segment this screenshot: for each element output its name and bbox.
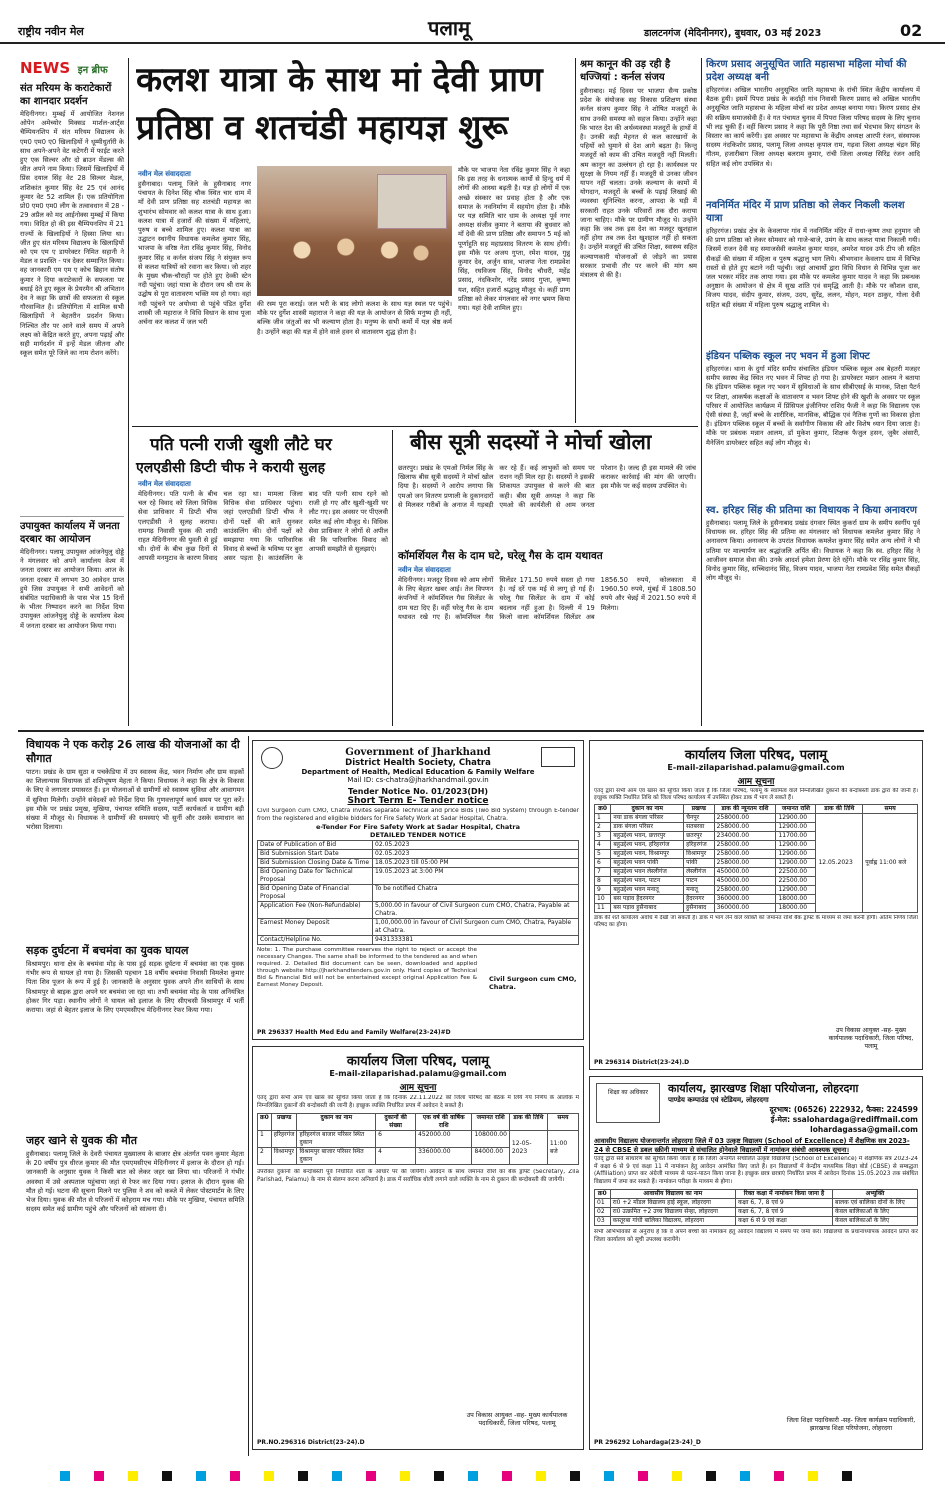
table-cell: कस्तूरबा गांधी बालिका विद्यालय, लोहरदगा bbox=[610, 1217, 735, 1226]
couple-text: मेदिनीनगर। पति पत्नी के बीच चल रहे विवाद को जिला विधिक सेवा प्राधिकार में डिप्टी चीफ एलएडीसी ने सुलह कराया। रामगढ़ निवासी युवक की शादी राहत मेदिनीनगर की युवती से हुई थी। दोनों के बीच कुछ दिनों से आपसी मनमुटाव के कारण विवाद चल रहा था। मामला जिला विधिक सेवा प्राधिकार पहुंचा। जहां एलएडीसी डिप्टी चीफ ने दोनों पक्षों की बातें सुनकर काउंसलिंग की। दोनों पक्षों को समझाया गया कि पारिवारिक विवाद से बच्चों के भविष्य पर बुरा असर पड़ता है। काउंसलिंग के बाद पति पत्नी साथ रहने को राजी हो गए और खुशी-खुशी घर लौट गए। इस अवसर पर पीएलवी समेत कई लोग मौजूद थे। विधिक सेवा प्राधिकार ने लोगों से अपील की कि पारिवारिक विवाद को आपसी समझौते से सुलझाएं। bbox=[138, 490, 388, 563]
table-cell: हरिहरगंज bbox=[271, 1131, 297, 1148]
tender-table bbox=[257, 840, 579, 945]
table-cell: हैदरनगर bbox=[684, 895, 715, 904]
gas-headline: कॉमर्शियल गैस के दाम घटे, घरेलू गैस के दाम यथावत bbox=[398, 550, 603, 562]
jsp-lohardaga-notice bbox=[589, 1076, 923, 1450]
table-cell: कक्षा 6, 7, 8 एवं 9 bbox=[735, 1199, 832, 1208]
cmyk-swatch bbox=[400, 1471, 410, 1481]
table-cell: Bid Submission Closing Date & Time bbox=[258, 859, 373, 868]
cmyk-swatch bbox=[434, 1471, 444, 1481]
table-row bbox=[258, 919, 579, 936]
mla-headline: विधायक ने एक करोड़ 26 लाख की योजनाओं का दी सौगात bbox=[26, 738, 240, 765]
table-cell: 6 bbox=[376, 1131, 416, 1148]
cmyk-swatch bbox=[332, 1471, 342, 1481]
table-header-cell: जमानत राशि bbox=[472, 1114, 509, 1131]
brief-1-title: संत मरियम के कराटेकारों का शानदार प्रदर्शन bbox=[20, 83, 112, 107]
cmyk-swatch bbox=[366, 1471, 376, 1481]
table-cell: 9431333381 bbox=[373, 936, 579, 945]
table-header-cell: आवासीय विद्यालय का नाम bbox=[610, 1190, 735, 1199]
paper-name: राष्ट्रीय नवीन मेल bbox=[18, 25, 84, 38]
table-cell: चैनपुर bbox=[684, 814, 715, 823]
lead-headline: कलश यात्रा के साथ मां देवी प्राण प्रतिष्ठा व शतचंडी महायज्ञ शुरू bbox=[136, 60, 543, 148]
table-cell: 19.05.2023 at 3:00 PM bbox=[373, 868, 579, 885]
tender-detailed: DETAILED TENDER NOTICE bbox=[370, 831, 466, 839]
tender-short: Short Term E- Tender notice bbox=[347, 796, 489, 806]
accident-headline: सड़क दुर्घटना में बचमंवा का युवक घायल bbox=[26, 944, 189, 957]
auction-time: 11:00 बजे bbox=[547, 1131, 578, 1165]
photo-building-shape bbox=[377, 174, 447, 229]
auction-date: 12.05.2023 bbox=[816, 814, 863, 913]
table-cell: 2 bbox=[595, 823, 611, 832]
table-cell: 4 bbox=[595, 841, 611, 850]
table-cell: 5,000.00 in favour of Civil Surgeon cum CMO, Chatra, Payable at Chatra. bbox=[373, 902, 579, 919]
cmyk-swatch bbox=[706, 1471, 716, 1481]
bees-sutri-text: छतरपुर। प्रखंड के एमओ निर्मल सिंह के खिलाफ बीस सूत्री सदस्यों ने मोर्चा खोल दिया है। सदस्यों ने आरोप लगाया कि एमओ जन वितरण प्रणाली के दुकानदारों से मिलकर गरीबों के अनाज में गड़बड़ी कर रहे हैं। कई लाभुकों को समय पर राशन नहीं मिल रहा है। सदस्यों ने इसकी शिकायत उपायुक्त से करने की बात कही। बीस सूत्री अध्यक्ष ने कहा कि एमओ की कार्यशैली से आम जनता परेशान है। जल्द ही इस मामले की जांच कराकर कार्रवाई की मांग की जाएगी। इस मौके पर कई सदस्य उपस्थित थे। bbox=[398, 464, 696, 509]
right-col-1 bbox=[580, 58, 697, 423]
table-row bbox=[595, 1217, 918, 1226]
cmyk-swatch bbox=[808, 1471, 818, 1481]
zp1-intro: एतद् द्वारा सभी आम एवं खास को सूचित किया जाता है कि जिला परिषद, पलामू के स्वामित्व वाले निम्नलिखित दुकानों की बन्दोबस्ती डाक द्वारा की जानी है। इच्छुक व्यक्ति निर्धारित तिथि को जिला परिषद कार्यालय में उपस्थित होकर डाक में भाग ले सकते हैं। bbox=[594, 788, 918, 801]
tender-pr: PR 296337 Health Med Edu and Family Welfare(23-24)#D bbox=[257, 1029, 451, 1036]
tender-sign: Civil Surgeon cum CMO, Chatra. bbox=[489, 975, 577, 991]
photo-crowd-shape bbox=[267, 226, 442, 286]
table-cell: 258000.00 bbox=[714, 886, 776, 895]
table-cell: Earnest Money Deposit bbox=[258, 919, 373, 936]
table-cell: 258000.00 bbox=[714, 814, 776, 823]
column-rule bbox=[248, 736, 249, 1456]
table-row bbox=[258, 859, 579, 868]
table-row bbox=[595, 814, 918, 823]
right-col-2 bbox=[706, 58, 920, 726]
cmyk-swatch bbox=[162, 1471, 172, 1481]
table-cell: 12900.00 bbox=[776, 823, 816, 832]
kiran-text: हरिहरगंज। अखिल भारतीय अनुसूचित जाति महासभा के रांची स्थित केंद्रीय कार्यालय में बैठक हुयी। इसमें पिपरा प्रखंड के कर्दाही गांव निवासी किरण प्रसाद को अखिल भारतीय अनुसूचित जाति महासभा के महिला मोर्चा का प्रदेश अध्यक्ष बनाया गया। किरण प्रसाद क्षेत्र की सक्रिय समाजसेवी हैं। वे गत पंचायत चुनाव में पिपरा जिला परिषद सदस्य के लिए चुनाव भी लड़ चुकी हैं। वहीं किरण प्रसाद ने कहा कि पूरी निष्ठा तथा सर्व भेदभाव किए संगठन के विस्तार का कार्य करेंगी। इस अवसर पर महासभा के केंद्रीय अध्यक्ष आरपी रंजन, संस्थापक सदस्य नंदकिशोर प्रसाद, पलामू जिला अध्यक्ष कृपाल राम, गढ़वा जिला अध्यक्ष चंद्रन सिंह गौतम, हजारीबाग जिला अध्यक्ष बलराम कुमार, रांची जिला अध्यक्ष सिरिंद्र रंजन आदि सहित कई लोग उपस्थित थे। bbox=[706, 86, 920, 168]
table-cell: रा0 +2 मॉडल विद्यालय हाई स्कूल, लोहरदगा bbox=[610, 1199, 735, 1208]
table-cell: बहुउद्देश्य भवन पांकी bbox=[611, 859, 684, 868]
tender-office: District Health Society, Chatra bbox=[345, 758, 491, 768]
cmyk-swatch bbox=[604, 1471, 614, 1481]
rte-logo-text: शिक्षा का अधिकार bbox=[608, 1089, 648, 1096]
table-header-cell: डाक की तिथि bbox=[509, 1114, 547, 1131]
cmyk-swatch bbox=[638, 1471, 648, 1481]
table-header-cell: अभ्युक्ति bbox=[833, 1190, 918, 1199]
cmyk-registration-bar bbox=[60, 1466, 880, 1478]
column-rule bbox=[392, 430, 393, 726]
couple-headline: पति पत्नी राजी खुशी लौटे घर bbox=[150, 435, 332, 455]
table-cell: हरिहरगंज बाजार परिसर स्थित दुकान bbox=[297, 1131, 376, 1148]
table-cell: 258000.00 bbox=[714, 850, 776, 859]
page-number: 02 bbox=[900, 21, 923, 40]
table-cell: 03 bbox=[595, 1217, 611, 1226]
table-cell: 452000.00 bbox=[416, 1131, 472, 1148]
tender-mail: Mail ID: cs-chatra@jharkhandmail.gov.in bbox=[347, 776, 489, 784]
gas-text: मेदिनीनगर। मजदूर दिवस को आम लोगों के लिए बेहतर खबर आई। तेल विपणन कंपनियों ने कॉमर्शियल गैस सिलेंडर के दाम घटा दिए हैं। वहीं घरेलू गैस के दाम यथावत रखे गए हैं। कॉमर्शियल गैस सिलेंडर 171.50 रुपये सस्ता हो गया है। नई दरें एक मई से लागू हो गई हैं। घरेलू गैस सिलेंडर के दाम में कोई बदलाव नहीं हुआ है। दिल्ली में 19 किलो वाला कॉमर्शियल सिलेंडर अब 1856.50 रुपये, कोलकाता में 1960.50 रुपये, मुंबई में 1808.50 रुपये और चेन्नई में 2021.50 रुपये में मिलेगा। bbox=[398, 576, 696, 621]
masthead bbox=[0, 0, 945, 44]
table-cell: 6 bbox=[595, 859, 611, 868]
jsp-footer: सभी अभिभावकों से अनुरोध है कि वे अपने बच्चों का नामांकन हेतु आवेदन विद्यालय में समय पर जमा करें। विद्यालयों के प्रधानाध्यापक आवेदन प्राप्त कर जिला कार्यालय को सूची उपलब्ध करायेंगे। bbox=[594, 1229, 918, 1243]
cmyk-swatch bbox=[230, 1471, 240, 1481]
cmyk-swatch bbox=[570, 1471, 580, 1481]
table-cell: 360000.00 bbox=[714, 895, 776, 904]
table-cell: 1 bbox=[258, 1131, 272, 1148]
tender-work: e-Tender For Fire Safety Work at Sadar Hospital, Chatra bbox=[316, 823, 520, 831]
brief-1-text: मेदिनीनगर। मुम्बई में आयोजित नेशनल ओपेन अमेच्योर मिक्सड मार्शल-आर्ट्स चैम्पियनशिप में संत मरियम विद्यालय के एम0 एम0 ए0 खिलाड़ियों ने धूम्मीधुर्तारी के साथ अपने-अपने वेट कटेगरी में फाईट करते हुए एक सिल्वर और दो ब्राउन मेंडल्स की जीत अपने नाम किया। जिसमें खिलाड़ियों में प्रिंस दयाल सिंह वेट 28 सिल्वर मेडल, शशिकांत कुमार सिंह वेट 25 एवं आनंद कुमार वेट 52 शामिल हैं। एक प्रतियोगिता प्रो0 एम0 एम0 लीग के तत्वावधान में 28 - 29 अप्रैल को मद आईनोक्स मुम्बई में किया गया। विदित हो की इस चैम्पियनशिप में 21 राज्यों के खिलाड़ियों ने हिस्सा लिया था। जीत हुए संत मरियम विद्यालय के खिलाड़ियों को एम एम ए डायरेक्टर निमित सहानी ने मेडल व प्रशस्ति - पत्र देकर सम्मानित किया। वह जानकारी एम एम ए कोच ब्रिहान संतोष कुमार ने दिया कराटेकारों के सफलता पर बधाई देते हुए स्कूल के प्रेयरमैन श्री अभितान देव ने कहा कि छात्रों की सफलता से स्कूल गौरवान्वित है। प्रतियोगिता में शामिल सभी खिलाड़ियों ने बेहतरीन प्रदर्शन किया। निश्चित तौर पर आने वाले समय में अपने लक्ष्य को केंद्रित करते हुए, अपना पढ़ाई और सही मार्गदर्शन में इन्हें मेडल जीतना और स्कूल समेत पूरे जिले का नाम रोशन करेंगे। bbox=[20, 110, 124, 358]
table-cell: 258000.00 bbox=[714, 823, 776, 832]
lead-byline: नवीन मेल संवाददाता bbox=[138, 170, 191, 178]
jsp-pr: PR 296292 Lohardaga(23-24)_D bbox=[594, 1439, 701, 1446]
school-headline: इंडियन पब्लिक स्कूल नए भवन में हुआ शिफ्ट bbox=[706, 351, 870, 362]
section-rule bbox=[18, 730, 924, 732]
table-cell: 450000.00 bbox=[714, 868, 776, 877]
cmyk-swatch bbox=[264, 1471, 274, 1481]
table-cell: डाक बंगला परिसर bbox=[611, 823, 684, 832]
table-cell: 12900.00 bbox=[776, 886, 816, 895]
cmyk-swatch bbox=[842, 1471, 852, 1481]
tender-dept: Department of Health, Medical Education & Family Welfare bbox=[301, 768, 535, 776]
jsp-text: एतद् द्वारा सर्व साधारण को सूचित किया जाता है कि जिला अन्तर्गत संचालित उत्कृष्ट विद्यालयों (School of Excellence) में शैक्षणिक सत्र 2023-24 में कक्षा 6 से 9 एवं कक्षा 11 में नामांकन हेतु आवेदन आमंत्रित किए जाते हैं। इन विद्यालयों में केन्द्रीय माध्यमिक शिक्षा बोर्ड (CBSE) से सम्बद्धता (Affiliation) प्राप्त कर अंग्रेजी माध्यम से पठन-पाठन किया जाना है। इच्छुक छात्र छात्राएं निर्धारित प्रपत्र में आवेदन दिनांक 15.05.2023 तक संबंधित विद्यालय में जमा कर सकते हैं। नामांकन परीक्षा के माध्यम से होगा। bbox=[594, 1156, 918, 1185]
table-cell: 336000.00 bbox=[416, 1148, 472, 1165]
jsp-email: ई-मेल: ssalohardaga@rediffmail.com bbox=[770, 1115, 918, 1124]
table-cell: 8 bbox=[595, 877, 611, 886]
table-cell: बहुउद्देश्य भवन, विश्रामपुर bbox=[611, 850, 684, 859]
table-header-cell: प्रखण्ड bbox=[271, 1114, 297, 1131]
table-header-cell: समय bbox=[863, 805, 918, 814]
dateline: डालटनगंज (मेदिनीनगर), बुधवार, 03 मई 2023 bbox=[644, 28, 822, 39]
statue-text: हुसैनाबाद। पलामू जिले के हुसैनाबाद प्रखंड दंगवार स्थित कुकर्रा ग्राम के समीप स्वर्गीय पूर्व विधायक स्व. हरिहर सिंह की प्रतिमा का मंगलवार को विधायक कमलेश कुमार सिंह ने अनावरण किया। अनावरण के उपरांत विधायक कमलेश कुमार सिंह समेत अन्य लोगों ने भी प्रतिमा पर माल्यार्पण कर श्रद्धांजलि अर्पित की। विधायक ने कहा कि स्व. हरिहर सिंह ने आजीवन समाज सेवा की। उनके आदर्श हमेशा प्रेरणा देते रहेंगे। मौके पर रविंद्र कुमार सिंह, विनोद कुमार सिंह, सच्चिदानंद सिंह, विजय यादव, भाजपा नेता रामप्रवेश सिंह समेत सैकड़ों लोग मौजूद थे। bbox=[706, 519, 920, 583]
zp2-table bbox=[257, 1113, 579, 1165]
table-cell: 258000.00 bbox=[714, 841, 776, 850]
table-cell: बस पड़ाव हुसैनाबाद bbox=[611, 904, 684, 913]
table-header-cell: डाक की न्यूनतम राशि bbox=[714, 805, 776, 814]
table-cell: 18000.00 bbox=[776, 904, 816, 913]
cmyk-swatch bbox=[128, 1471, 138, 1481]
table-cell: Bid Opening Date for Technical Proposal bbox=[258, 868, 373, 885]
cmyk-swatch bbox=[536, 1471, 546, 1481]
table-cell: 1 bbox=[595, 814, 611, 823]
jharkhand-logo-icon bbox=[541, 747, 575, 767]
cmyk-swatch bbox=[298, 1471, 308, 1481]
zp2-notice: आम सूचना bbox=[399, 1083, 437, 1093]
cmyk-swatch bbox=[196, 1471, 206, 1481]
zp2-intro: एतद् द्वारा सभी आम एवं खास को सूचित किया जाता है कि दिनांक 22.11.2022 को जिला परिषद की बैठक में लिये गये निर्णय के आलोक में निम्नलिखित दुकानों की बन्दोबस्ती की जानी है। इच्छुक व्यक्ति निर्धारित प्रपत्र में आवेदन दे सकते हैं। bbox=[257, 1095, 579, 1109]
tender-number: Tender Notice No. 01/2023(DH) bbox=[347, 787, 489, 796]
table-cell: 7 bbox=[595, 868, 611, 877]
zp1-title: कार्यालय जिला परिषद, पलामू bbox=[684, 748, 828, 763]
jsp-address: पाण्डेय कम्पाउंड एवं स्टेडियम, लोहरदगा bbox=[668, 1096, 769, 1104]
table-cell: 360000.00 bbox=[714, 904, 776, 913]
labour-law-headline: श्रम कानून की उड़ रही है धज्जियां : कर्नल संजय bbox=[580, 59, 671, 83]
table-cell: 01 bbox=[595, 1199, 611, 1208]
zp1-notice: आम सूचना bbox=[737, 777, 775, 787]
zp1-email: E-mail-zilaparishad.palamu@gmail.com bbox=[667, 763, 845, 772]
table-row bbox=[595, 1199, 918, 1208]
bees-sutri-headline: बीस सूत्री सदस्यों ने मोर्चा खोला bbox=[410, 429, 652, 454]
brief-2-title: उपायुक्त कार्यालय में जनता दरबार का आयोजन bbox=[20, 516, 124, 546]
zp2-conditions: उपरोक्त दुकानों की बन्दोबस्ती पूर्व निर्धारित शर्तों के आधार पर की जायेगी। आवेदन के साथ जमानत राशि का बैंक ड्राफ्ट (Secretary, Zila Parishad, Palamu) के नाम से संलग्न करना अनिवार्य है। डाक में सर्वाधिक बोली लगाने वाले व्यक्ति के नाम से दुकान की बन्दोबस्ती की जायेगी। bbox=[257, 1169, 579, 1183]
table-header-cell: क्र0 bbox=[258, 1114, 272, 1131]
table-cell: 4 bbox=[376, 1148, 416, 1165]
cmyk-swatch bbox=[60, 1471, 70, 1481]
zp1-pr: PR 296314 District(23-24).D bbox=[594, 1059, 690, 1066]
table-cell: 450000.00 bbox=[714, 877, 776, 886]
brief-tag: इन ब्रीफ bbox=[77, 65, 108, 76]
table-cell: Date of Publication of Bid bbox=[258, 841, 373, 850]
table-header-cell: दुकान का नाम bbox=[297, 1114, 376, 1131]
table-header-cell: क्र0 bbox=[595, 1190, 611, 1199]
news-tag: NEWS bbox=[20, 59, 71, 77]
table-cell: Application Fee (Non-Refundable) bbox=[258, 902, 373, 919]
table-cell: 258000.00 bbox=[714, 859, 776, 868]
table-cell: बस पड़ाव हैदरनगर bbox=[611, 895, 684, 904]
table-cell: 18.05.2023 till 05:00 PM bbox=[373, 859, 579, 868]
table-cell: नया डाक बंगला परिसर bbox=[611, 814, 684, 823]
column-rule bbox=[701, 58, 702, 726]
zp2-sign: उप विकास आयुक्त -सह- मुख्य कार्यपालक पदाधिकारी, जिला परिषद, पलामू bbox=[466, 1411, 568, 1427]
table-cell: Bid Opening Date of Financial Proposal bbox=[258, 885, 373, 902]
table-header-cell: दुकान का नाम bbox=[611, 805, 684, 814]
table-cell: रा0 उत्क्रमित +2 उच्च विद्यालय सेन्हा, लोहरदगा bbox=[610, 1208, 735, 1217]
table-header-cell: एक वर्ष की वार्षिक राशि bbox=[416, 1114, 472, 1131]
statue-headline: स्व. हरिहर सिंह की प्रतिमा का विधायक ने किया अनावरण bbox=[706, 505, 917, 516]
lead-text-col-3: मौके पर भाजपा नेता रविंद्र कुमार सिंह ने कहा कि इस तरह के धनात्मक कार्यो से हिन्दु धर्म में लोगों की आस्था बढ़ती है। यज्ञ हो लोगों में एक अच्छे संस्कार का प्रवाह होता है और एक समाज के नवनिर्माण में सहयोग होता है। मौके पर यज्ञ समिति चार धाम के अध्यक्ष पूर्व नगर अध्यक्ष संजीव कुमार ने बताया की बुधवार को माँ देवी की प्राण प्रतिष्ठा और समापन 5 मई को पूर्णाहुति सह महाप्रसाद वितरण के साथ होगी। इस मौके पर अजय गुप्ता, रमेश यादव, गुन्नु कुमार देव, अर्जुन साव, भाजपा नेता रामप्रवेश सिंह, रघविजय सिंह, विनोद चौधरी, महेंद्र प्रसाद, नंदकिशोर, नरेंद्र प्रसाद गुप्ता, कृष्णा यश, सहित हजारों श्रद्धालु मौजूद थे। कहीं प्राण प्रतिष्ठा को लेकर मंगलवार को नगर भ्रमण किया गया। यहां देवी शामिल हुए। bbox=[458, 166, 570, 313]
table-cell: 12900.00 bbox=[776, 859, 816, 868]
table-cell: लेस्लीगंज bbox=[684, 868, 715, 877]
table-cell: Bid Submission Start Date bbox=[258, 850, 373, 859]
auction-time: पूर्वाह्न 11:00 बजे bbox=[863, 814, 918, 913]
mandir-headline: नवनिर्मित मंदिर में प्राण प्रतिष्ठा को लेकर निकली कलश यात्रा bbox=[706, 200, 905, 224]
table-cell: 22500.00 bbox=[776, 868, 816, 877]
table-cell: पांकी bbox=[684, 859, 715, 868]
couple-subheadline: एलएडीसी डिप्टी चीफ ने करायी सुलह bbox=[136, 460, 326, 476]
table-cell: केवल बालिकाओं के लिए bbox=[833, 1217, 918, 1226]
zila-parishad-notice-2 bbox=[252, 1046, 584, 1450]
lead-text-col-1: हुसैनाबाद। पलामू जिले के हुसैनाबाद नगर पंचायत के दिनेश सिंह चौक स्थित चार धाम में माँ देवी प्राण प्रतिष्ठा सह शतचंडी महायज्ञ का शुभारंभ सोमवार को कलश यात्रा के साथ हुआ। कलश यात्रा में हजारों की संख्या में महिलाएं, पुरुष व बच्चे शामिल हुए। कलश यात्रा का उद्घाटन स्थानीय विधायक कमलेश कुमार सिंह, भाजपा के वरिष्ठ नेता रविंद्र कुमार सिंह, विनोद कुमार सिंह व कर्नल संजय सिंह ने संयुक्त रूप से कलश यात्रियों को रवाना कर किया। जो शहर के मुख्य चौक-चौराहों पर होते हुए देव्की स्टेन नदी पहुंचा। जहां यात्रा के दौरान जय श्री राम के उद्घोष से पूरा वातावरण भक्ति मय हो गया। वहां नदी पहुंचने पर अयोध्या से पहुंचे पंडित दुर्गेश शास्त्री जी महाराज ने विधि विधान के साथ पूजा अर्चना कर कलश में जल भरी bbox=[138, 180, 251, 327]
tender-gov: Government of Jharkhand bbox=[345, 747, 491, 758]
table-cell: हुसैनाबाद bbox=[684, 904, 715, 913]
table-cell: 10 bbox=[595, 895, 611, 904]
kiran-headline: किरण प्रसाद अनुसूचित जाति महासभा महिला मोर्चा की प्रदेश अध्यक्ष बनी bbox=[706, 59, 907, 83]
accident-text: विश्रामपुर। थाना क्षेत्र के बचमंवा मोड़ के पास हुई सड़क दुर्घटना में बचमंवा का एक युवक गंभीर रूप से घायल हो गया है। जिसकी पहचान 18 वर्षीय बचमंवा निवासी विमलेश कुमार पिता शिव पूजन के रूप में हुई है। जानकारी के अनुसार युवक अपने तीन साथियों के साथ विश्रामपुर से बाइक द्वारा अपने घर बचमंवा जा रहा था। तभी बचमंवा मोड़ के पास अनियंत्रित होकर गिर पड़ा। स्थानीय लोगों ने घायल को इलाज के लिए सीएचसी विश्रामपुर में भर्ती कराया। जहां से बेहतर इलाज के लिए एमएमसीएच मेदिनीनगर रेफर किया गया। bbox=[26, 960, 244, 1015]
lower-left-column bbox=[26, 738, 244, 1452]
zp2-title: कार्यालय जिला परिषद, पलामू bbox=[346, 1054, 490, 1069]
jsp-email-2: lohardagassa@gmail.com bbox=[810, 1125, 918, 1134]
table-cell: हरिहरगंज bbox=[684, 841, 715, 850]
table-cell: 22500.00 bbox=[776, 877, 816, 886]
table-cell: बालक एवं बालिका दोनों के लिए bbox=[833, 1199, 918, 1208]
table-cell: पाटन bbox=[684, 877, 715, 886]
jsp-sign: जिला शिक्षा पदाधिकारी -सह- जिला कार्यक्रम पदाधिकारी, झारखण्ड शिक्षा परियोजना, लोहरदगा bbox=[786, 1417, 916, 1432]
table-cell: 12900.00 bbox=[776, 850, 816, 859]
cmyk-swatch bbox=[502, 1471, 512, 1481]
table-cell: 02.05.2023 bbox=[373, 850, 579, 859]
table-cell: 84000.00 bbox=[472, 1148, 509, 1165]
table-row bbox=[258, 850, 579, 859]
zp2-email: E-mail-zilaparishad.palamu@gmail.com bbox=[329, 1069, 507, 1078]
jsp-phone: दूरभाष: (06526) 222932, फैक्स: 224599 bbox=[769, 1105, 918, 1114]
table-cell: छतरपुर bbox=[684, 832, 715, 841]
table-row bbox=[258, 1131, 579, 1148]
zp1-sign: उप विकास आयुक्त -सह- मुख्य कार्यपालक पदाधिकारी, जिला परिषद, पलामू bbox=[828, 1027, 914, 1050]
jsp-table bbox=[594, 1189, 918, 1226]
labour-law-text: हुसैनाबाद। मई दिवस पर भाजपा सैन्य प्रकोष्ठ प्रदेश के संयोजक सह विकास प्रशिक्षण संस्था कर्नल संजय कुमार सिंह ने शोषित मजदूरों के साथ उनकी समस्या को सहज किया। उन्होंने कहा कि भारत देश की अर्थव्यवस्था मजदूरों के हाथों में है। उनकी कड़ी मेहनत से कल कारखानों के पहियों को घुमाने से देश आगे बढ़ता है। किन्तु मजदूरों को काम की उचित मजदूरी नहीं मिलती। श्रम कानून का उल्लंघन हो रहा है। कार्यस्थल पर सुरक्षा के नियम नहीं हैं। मजदूरी से उनका जीवन यापन नहीं चलता। उनके कल्याण के कामों में योगदान, मजदूरों के बच्चों के पढ़ाई लिखाई की व्यवस्था सुनिश्चित करना, आपदा के घड़ी में सरकारी राहत उनके परिवारों तक दौरा कराया जाना चाहिए। मौके पर ग्रामीण मौजूद थे। उन्होंने कहा कि जब तक इस देश का मजदूर खुशहाल नहीं होगा तब तक देश खुशहाल नहीं हो सकता है। उन्होंने मजदूरों की उचित शिक्षा, स्वास्थ्य सहित कल्याणकारी योजनाओं से जोड़ने का प्रयास सरकार प्रभावी तौर पर करने की मांग श्रम मंत्रालय से की है। bbox=[580, 87, 697, 280]
table-cell: 2 bbox=[258, 1148, 272, 1165]
poison-headline: जहर खाने से युवक की मौत bbox=[26, 1134, 137, 1147]
table-cell: सतबरवा bbox=[684, 823, 715, 832]
table-row bbox=[258, 902, 579, 919]
table-cell: 02.05.2023 bbox=[373, 841, 579, 850]
table-row bbox=[258, 841, 579, 850]
table-header-cell: दुकानों की संख्या bbox=[376, 1114, 416, 1131]
table-cell: मनातू bbox=[684, 886, 715, 895]
mla-text: पाटन। प्रखंड के ग्राम सुठा व पचकेडिया में उप स्वास्थ्य केंद्र, भवन निर्माण और ग्राम सड़कों का शिलान्यास विधायक डॉ शशिभूषण मेहता ने किया। विधायक ने कहा कि क्षेत्र के विकास के लिए वे लगातार प्रयासरत हैं। इन योजनाओं से ग्रामीणों को स्वास्थ्य सुविधा और आवागमन में सुविधा मिलेगी। उन्होंने संवेदकों को निर्देश दिया कि गुणवत्तापूर्ण कार्य समय पर पूरा करें। इस मौके पर प्रखंड प्रमुख, मुखिया, पंचायत समिति सदस्य, पार्टी कार्यकर्ता व ग्रामीण बड़ी संख्या में मौजूद थे। विधायक ने ग्रामीणों की समस्याएं भी सुनीं और उसके समाधान का भरोसा दिलाया। bbox=[26, 768, 244, 832]
table-row bbox=[258, 885, 579, 902]
table-cell: 11700.00 bbox=[776, 832, 816, 841]
rte-logo-icon bbox=[596, 1083, 660, 1123]
table-cell: 11 bbox=[595, 904, 611, 913]
table-header-cell: रिक्त कक्षा में नामांकन किया जाना है bbox=[735, 1190, 832, 1199]
table-cell: 108000.00 bbox=[472, 1131, 509, 1148]
table-cell: 02 bbox=[595, 1208, 611, 1217]
cmyk-swatch bbox=[774, 1471, 784, 1481]
poison-text: हुसैनाबाद। पलामू जिले के देवरी पंचायत मुख्यालय के बाजार क्षेत्र अंतर्गत पवन कुमार मेहता के 20 वर्षीय पुत्र धीरज कुमार की मौत एमएमसीएच मेदिनीनगर में इलाज के दौरान हो गई। जानकारी के अनुसार युवक ने किसी बात को लेकर जहर खा लिया था। परिजनों ने गंभीर अवस्था में उसे अस्पताल पहुंचाया जहां से रेफर कर दिया गया। इलाज के दौरान युवक की मौत हो गई। घटना की सूचना मिलने पर पुलिस ने शव को कब्जे में लेकर पोस्टमार्टम के लिए भेज दिया। युवक की मौत से परिजनों में कोहराम मच गया। मौके पर मुखिया, पंचायत समिति सदस्य समेत कई ग्रामीण पहुंचे और परिजनों को सांत्वना दी। bbox=[26, 1150, 244, 1214]
table-header-cell: डाक की तिथि bbox=[816, 805, 863, 814]
tender-intro: Civil Surgeon cum CMO, Chatra invites separate Technical and price Bids (Two Bid System) through E-tender from the registered and eligible bidders for Fire Safety Work at Sadar Hospital, Chatra. bbox=[257, 808, 579, 822]
table-cell: 12900.00 bbox=[776, 841, 816, 850]
news-brief-tag bbox=[20, 58, 124, 78]
cmyk-swatch bbox=[468, 1471, 478, 1481]
table-row bbox=[258, 936, 579, 945]
zp1-conditions: डाक की शर्तें कार्यालय अवधि में देखी जा सकती हैं। डाक में भाग लेने वाले व्यक्ति को जमानत राशि बैंक ड्राफ्ट के माध्यम से जमा करनी होगी। अंतिम निर्णय जिला परिषद का होगा। bbox=[594, 915, 918, 928]
mandir-text: हरिहरगंज। प्रखंड क्षेत्र के केवलापर गांव में नवनिर्मित मंदिर में राधा-कृष्ण तथा हनुमान जी की प्राण प्रतिष्ठा को लेकर सोमवार को गाजे-बाजे, उमंग के साथ कलश यात्रा निकाली गयी। जिसमें राजन देवी सह समाजसेवी कमलेश कुमार यादव, अमरेश यादव उर्फ टीप जी सहित सैकड़ों की संख्या में महिला व पुरुष श्रद्धालु भाग लिये। श्रीभगवान केवलाप ग्राम में विभिन्न रास्तों से होते हुए बटाने नदी पहुंची। जहां आचार्यो द्वारा विधि विधान से विभिन्न पूजा कर जल भरकर मंदिर तक लाया गया। इस मौके पर कमलेश कुमार यादव ने कहा कि प्रबन्धक अनुष्ठान के आयोजन से क्षेत्र में सुख शांति एवं समृद्धि आती है। मौके पर कौशल दास, विजय यादव, संदीप कुमार, संजय, उदय, सुरेंद्र, ललन, मोहन, मदन ठाकुर, गोला देवी सहित बड़ी संख्या में महिला पुरुष श्रद्धालु शामिल थे। bbox=[706, 227, 920, 309]
section-title: पलामू bbox=[428, 16, 471, 40]
gas-byline: नवीन मेल संवाददाता bbox=[398, 566, 451, 574]
table-cell: Contact/Helpline No. bbox=[258, 936, 373, 945]
table-cell: 18000.00 bbox=[776, 895, 816, 904]
table-cell: 3 bbox=[595, 832, 611, 841]
news-brief-column bbox=[20, 58, 124, 724]
table-cell: बहुउद्देश्य भवन लेस्लीगंज bbox=[611, 868, 684, 877]
lead-photo-procession bbox=[257, 166, 452, 296]
table-cell: बहुउद्देश्य भवन, हरिहरगंज bbox=[611, 841, 684, 850]
couple-byline: नवीन मेल संवाददाता bbox=[138, 480, 191, 488]
jharkhand-emblem-icon bbox=[261, 747, 283, 769]
table-row bbox=[595, 1208, 918, 1217]
table-header-cell: प्रखण्ड bbox=[684, 805, 715, 814]
jsp-title: कार्यालय, झारखण्ड शिक्षा परियोजना, लोहरदगा bbox=[668, 1082, 859, 1095]
table-cell: 234000.00 bbox=[714, 832, 776, 841]
tender-note: Note: 1. The purchase committee reserves the right to reject or accept the necessary Changes. The same shall be informed to the tendered as and when required. 2. Detailed Bid document can be seen, downloaded and applied through website http://jharkhandtenders.gov.in only. Hard copies of Technical Bid & Financial Bid will not be entertained except original Application Fee & Earnest Money Deposit. bbox=[257, 947, 477, 988]
table-cell: कक्षा 6 से 9 एवं कक्षा bbox=[735, 1217, 832, 1226]
table-cell: To be notified Chatra bbox=[373, 885, 579, 902]
zp2-pr: PR.NO.296316 District(23-24).D bbox=[257, 1439, 365, 1446]
table-cell: विश्रामपुर bbox=[684, 850, 715, 859]
table-cell: 12900.00 bbox=[776, 814, 816, 823]
table-cell: बहुउद्देश्य भवन, पाटन bbox=[611, 877, 684, 886]
table-cell: 1,00,000.00 in favour of Civil Surgeon cum CMO, Chatra, Payable at Chatra. bbox=[373, 919, 579, 936]
zp1-table bbox=[594, 804, 918, 913]
table-row bbox=[258, 868, 579, 885]
column-rule bbox=[575, 58, 576, 423]
table-header-cell: समय bbox=[547, 1114, 578, 1131]
cmyk-swatch bbox=[94, 1471, 104, 1481]
column-rule bbox=[128, 58, 129, 726]
lead-text-col-2: की रस्म पूरा कराई। जल भरी के बाद लोगो कलश के साथ यज्ञ स्थल पर पहुंचे। मौके पर दुर्गेश शास्त्री महाराज ने कहा की यज्ञ के आयोजन से सिर्फ मनुष्य ही नहीं, बल्कि जीव जंतुओं का भी कल्याण होता है। मनुष्य के सभी कर्मो में यज्ञ श्रेष्ठ कर्म है। उन्होंने कहा की यज्ञ में होने वाले हवन से वातावरण शुद्ध होता है। bbox=[257, 300, 452, 336]
auction-date: 12-05-2023 bbox=[509, 1131, 547, 1165]
cmyk-swatch bbox=[672, 1471, 682, 1481]
school-text: हरिहरगंज। थाना के दुर्गा मंदिर समीप संचालित इंडियन पब्लिक स्कूल अब बेहतरी मजहर समीप स्वास्थ केंद्र स्थित नए भवन में शिफ्ट हो गया है। डायरेक्टर मन्नान आलम ने बताया कि इंडियन पब्लिक स्कूल नए भवन में सुविधाओं के साथ सीबीएसई के मानक, शिक्षा पैटर्न पर शिक्षा, आकर्षक कक्षाओं के वातावरण व भवन शिफ्ट होने की खुशी के अवसर पर स्कूल परिसर में आयोजित कार्यक्रम में प्रिंसिपल इंजीनियर राशिद फैजी ने कहा कि विद्यालय एक ऐसी संस्था है, जहाँ बच्चे के शारीरिक, मानसिक, बौद्धिक एवं नैतिक गुणों का विकास होता है। इंडियन पब्लिक स्कूल में बच्चों के सर्वांगीण विकास की ओर विशेष ध्यान दिया जाता है। मौके पर प्रबंधक मन्नान आलम, डॉ मुकेश कुमार, शिक्षक फैजुल हसन, जुबैर अंसारी, मैनेजिंग डायरेक्टर सहित कई लोग मौजूद थे। bbox=[706, 365, 920, 447]
tender-notice-ad bbox=[252, 740, 584, 1040]
brief-2-text: मेदिनीनगर। पलामू उपायुक्त आंजनेयुलु दोड्डे ने मंगलवार को अपने कार्यालय वेश्म में जनता दरबार का आयोजन किया। आज के जनता दरबार में लगभग 30 आवेदन प्राप्त हुये जिस उपायुक्त ने सभी आवेदनों को संबंधित पदाधिकारी के पास भेज 15 दिनों के भीतर निष्पादन करने का निर्देश दिया उपायुक्त आंजनेयुलु दोड्डे के कार्यालय वेश्म में जनता दरबार का आयोजन किया गया। bbox=[20, 548, 124, 630]
table-cell: 9 bbox=[595, 886, 611, 895]
table-cell: केवल बालिकाओं के लिए bbox=[833, 1208, 918, 1217]
table-cell: विश्रामपुर bbox=[271, 1148, 297, 1165]
table-cell: बहुउद्देश्य भवन मनातू bbox=[611, 886, 684, 895]
section-rule bbox=[132, 426, 698, 427]
jsp-heading: आवासीय विद्यालय योजनान्तर्गत लोहरदगा जिले में 03 उत्कृष्ट विद्यालय (School of Excellence) में शैक्षणिक सत्र 2023-24 से CBSE से डबल स्क्रीनी माध्यम से संचालित होनेवाले विद्यालयों में नामांकन संबंधी आवश्यक सूचना। bbox=[594, 1137, 910, 1154]
table-header-cell: जमानत राशि bbox=[776, 805, 816, 814]
table-header-cell: क्र0 bbox=[595, 805, 611, 814]
table-cell: 5 bbox=[595, 850, 611, 859]
table-cell: बहुउद्देश्य भवन, छत्तरपुर bbox=[611, 832, 684, 841]
table-cell: विश्रामपुर बाजार परिसर स्थित दुकान bbox=[297, 1148, 376, 1165]
cmyk-swatch bbox=[740, 1471, 750, 1481]
zila-parishad-notice-1 bbox=[589, 740, 923, 1070]
table-cell: कक्षा 6, 7, 8 एवं 9 bbox=[735, 1208, 832, 1217]
